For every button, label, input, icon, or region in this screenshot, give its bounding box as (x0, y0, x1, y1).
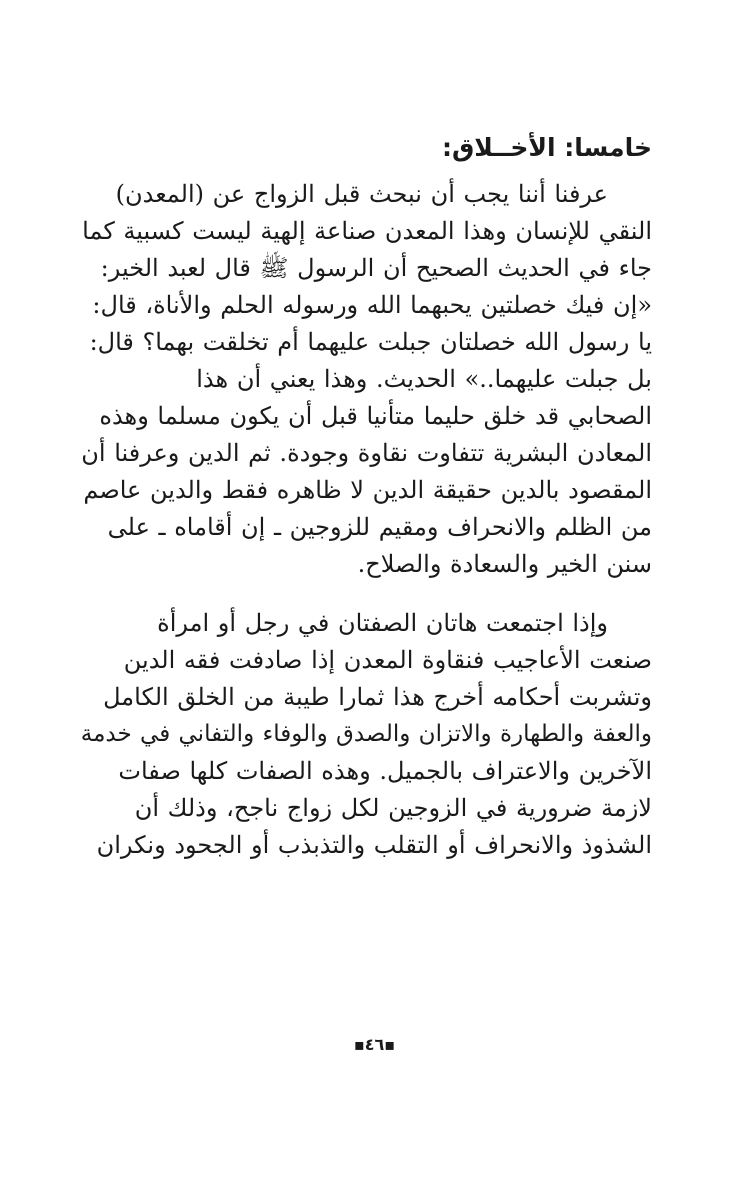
text-line: المعادن البشرية تتفاوت نقاوة وجودة. ثم الدين وعرفنا أن (81, 439, 652, 467)
text-line: «إن فيك خصلتين يحبهما الله ورسوله الحلم والأناة، قال: (92, 291, 652, 319)
text-line: النقي للإنسان وهذا المعدن صناعة إلهية ليست كسبية كما (82, 217, 652, 245)
text-line: الصحابي قد خلق حليما متأنيا قبل أن يكون مسلما وهذه (99, 402, 652, 430)
text-line: يا رسول الله خصلتان جبلت عليهما أم تخلقت بهما؟ قال: (89, 328, 652, 356)
page-content (72, 128, 652, 864)
paragraph-1 (72, 176, 652, 583)
section-heading: خامسا: الأخــلاق: (441, 133, 652, 162)
text-line: بل جبلت عليهما..» الحديث. وهذا يعني أن هذا (196, 365, 652, 393)
page-number: ▪٤٦▪ (353, 1035, 396, 1054)
paragraph-2 (72, 605, 652, 864)
text-line: جاء في الحديث الصحيح أن الرسول ﷺ قال لعبد الخير: (100, 254, 652, 282)
text-line: والعفة والطهارة والاتزان والصدق والوفاء والتفاني في خدمة (80, 721, 652, 747)
text-line: الآخرين والاعتراف بالجميل. وهذه الصفات كلها صفات (118, 757, 652, 785)
text-line: من الظلم والانحراف ومقيم للزوجين ـ إن أقاماه ـ على (107, 513, 652, 541)
text-line: وإذا اجتمعت هاتان الصفتان في رجل أو امرأة (157, 609, 608, 637)
text-line: عرفنا أننا يجب أن نبحث قبل الزواج عن (المعدن) (115, 180, 608, 208)
text-line: لازمة ضرورية في الزوجين لكل زواج ناجح، وذلك أن (134, 794, 652, 822)
text-line: سنن الخير والسعادة والصلاح. (357, 550, 652, 578)
text-line: الشذوذ والانحراف أو التقلب والتذبذب أو الجحود ونكران (96, 831, 652, 859)
text-line: وتشربت أحكامه أخرج هذا ثمارا طيبة من الخلق الكامل (103, 683, 652, 711)
text-line: صنعت الأعاجيب فنقاوة المعدن إذا صادفت فقه الدين (123, 646, 652, 674)
text-line: المقصود بالدين حقيقة الدين لا ظاهره فقط والدين عاصم (83, 476, 652, 504)
paragraph-gap (72, 583, 652, 605)
